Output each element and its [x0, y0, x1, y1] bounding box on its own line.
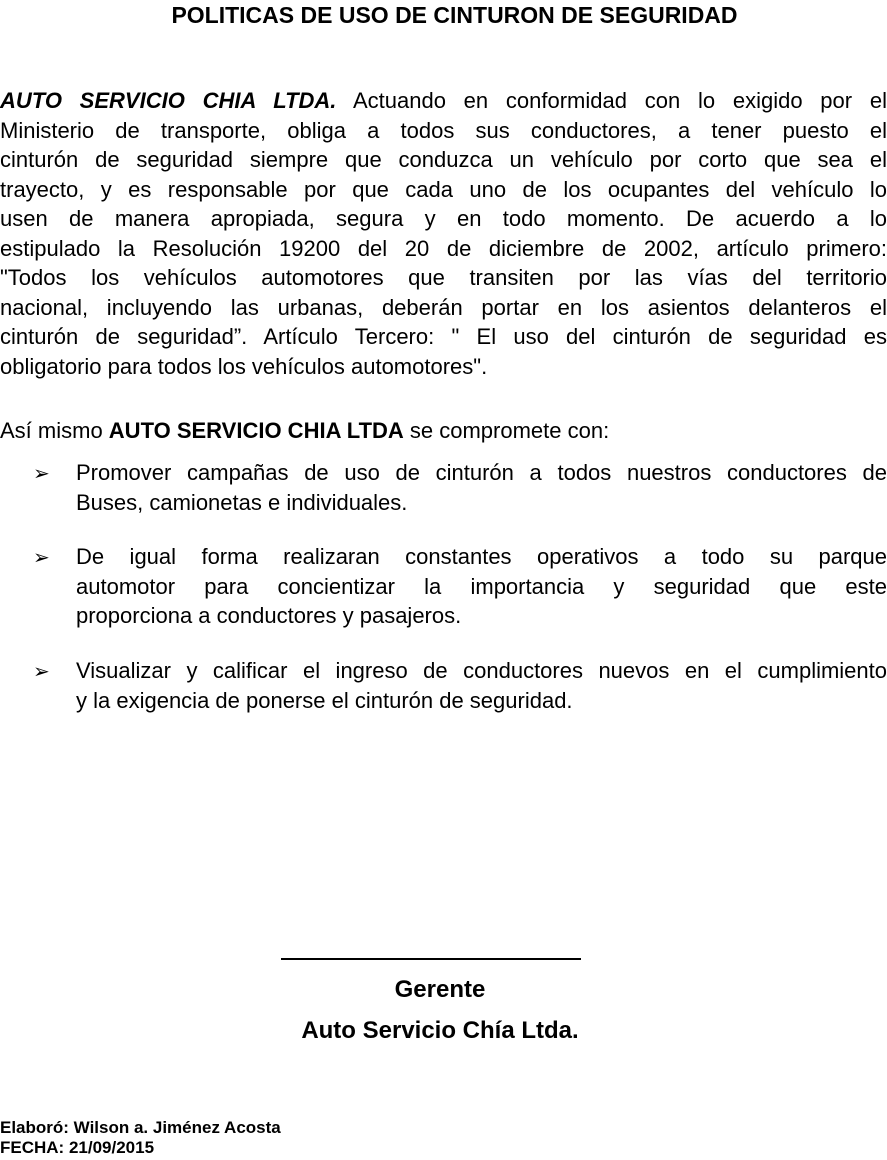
bullet-line: Buses, camionetas e individuales. [76, 489, 408, 515]
document-footer [0, 1118, 281, 1158]
footer-prepared-by: Elaboró: Wilson a. Jiménez Acosta [0, 1118, 281, 1137]
intro-line: trayecto, y es responsable por que cada uno de los ocupantes del vehículo lo [0, 176, 887, 202]
bullet-line: automotor para concientizar la importancia y seguridad que este [76, 573, 887, 599]
arrow-bullet-icon: ➢ [33, 461, 50, 485]
signature-company: Auto Servicio Chía Ltda. [301, 1017, 579, 1044]
intro-line-text: Actuando en conformidad con lo exigido por el [336, 88, 887, 113]
signature-block [281, 958, 581, 1046]
bullet-item [0, 656, 887, 715]
bullet-line: proporciona a conductores y pasajeros. [76, 603, 462, 628]
bullet-line: Visualizar y calificar el ingreso de conductores nuevos en el cumplimiento [76, 658, 887, 683]
company-name: AUTO SERVICIO CHIA LTDA [108, 418, 404, 443]
intro-paragraph [0, 86, 887, 381]
intro-line: estipulado la Resolución 19200 del 20 de diciembre de 2002, artículo primero: [0, 235, 887, 261]
signature-line [281, 958, 581, 960]
commitment-suffix: se compromete con: [403, 418, 610, 443]
intro-line: cinturón de seguridad”. Artículo Tercero: " El uso del cinturón de seguridad es [0, 324, 887, 349]
bullet-item [0, 458, 887, 517]
intro-line: "Todos los vehículos automotores que transiten por las vías del territorio [0, 265, 887, 290]
intro-line: nacional, incluyendo las urbanas, deberán portar en los asientos delanteros el [0, 294, 887, 320]
intro-line [0, 86, 887, 116]
company-name: AUTO SERVICIO CHIA LTDA. [0, 88, 337, 113]
bullet-line: Promover campañas de uso de cinturón a todos nuestros conductores de [76, 460, 887, 485]
bullet-item [0, 542, 887, 631]
intro-line: obligatorio para todos los vehículos automotores". [0, 353, 488, 379]
signature-role: Gerente [394, 976, 486, 1003]
commitment-prefix: Así mismo [0, 418, 109, 443]
bullet-line: y la exigencia de ponerse el cinturón de seguridad. [76, 687, 573, 713]
footer-date: FECHA: 21/09/2015 [0, 1138, 155, 1157]
intro-line: usen de manera apropiada, segura y en todo momento. De acuerdo a lo [0, 206, 887, 231]
page-title: POLITICAS DE USO DE CINTURON DE SEGURIDAD [171, 2, 738, 28]
arrow-bullet-icon: ➢ [33, 659, 50, 683]
intro-line: cinturón de seguridad siempre que conduzca un vehículo por corto que sea el [0, 147, 887, 172]
bullet-line: De igual forma realizaran constantes operativos a todo su parque [76, 544, 887, 569]
intro-line: Ministerio de transporte, obliga a todos sus conductores, a tener puesto el [0, 117, 887, 143]
arrow-bullet-icon: ➢ [33, 545, 50, 569]
commitment-line [0, 416, 887, 446]
